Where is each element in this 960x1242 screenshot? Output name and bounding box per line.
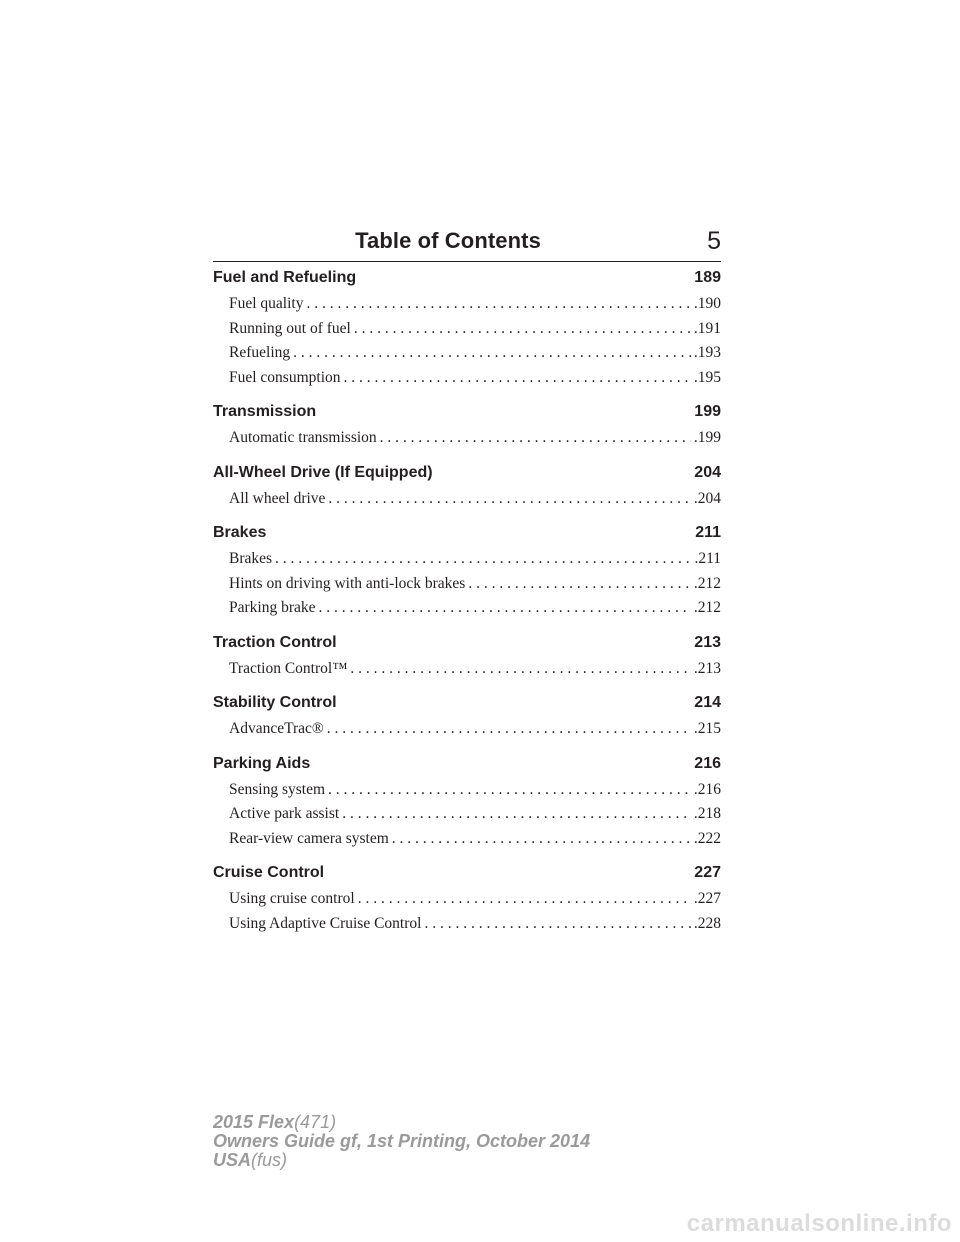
toc-entry[interactable]: [213, 366, 721, 391]
dot-leader: [342, 802, 691, 827]
entry-label: Traction Control™: [229, 659, 348, 677]
section-heading[interactable]: [213, 463, 721, 487]
dot-leader: [328, 778, 691, 803]
entry-page: .218: [693, 805, 721, 822]
dot-leader: [306, 292, 690, 317]
toc-section-all-wheel-drive: [213, 463, 721, 512]
dot-leader: [344, 366, 691, 391]
toc-entry[interactable]: [213, 717, 721, 742]
page-header: [213, 227, 721, 262]
section-page: 214: [694, 694, 721, 711]
dot-leader: [319, 596, 691, 621]
table-of-contents: [213, 268, 721, 936]
toc-entry[interactable]: [213, 292, 721, 317]
section-page: 227: [694, 864, 721, 881]
entry-page: .212: [693, 599, 721, 616]
entry-page: .228: [693, 914, 721, 932]
toc-section-brakes: [213, 523, 721, 621]
entry-page: .211: [694, 550, 721, 567]
watermark: carmanualsonline.info: [686, 1210, 952, 1237]
toc-entry[interactable]: [213, 572, 721, 597]
entry-page: .213: [693, 659, 721, 677]
footer-model-code: (471): [294, 1112, 337, 1132]
section-page: 211: [695, 524, 721, 541]
entry-page: .193: [693, 344, 721, 361]
section-heading[interactable]: [213, 402, 721, 426]
section-title: Transmission: [213, 403, 317, 420]
toc-entry[interactable]: [213, 547, 721, 572]
entry-page: .190: [693, 295, 721, 312]
section-title: Cruise Control: [213, 864, 325, 881]
entry-page: .195: [693, 368, 721, 386]
dot-leader: [468, 572, 691, 597]
toc-entry[interactable]: [213, 778, 721, 803]
footer-printing: Owners Guide gf, 1st Printing, October 2014: [213, 1131, 591, 1151]
dot-leader: [328, 487, 690, 512]
section-page: 199: [694, 403, 721, 420]
toc-entry[interactable]: [213, 487, 721, 512]
section-page: 189: [694, 269, 721, 286]
toc-entry[interactable]: [213, 341, 721, 366]
footer-line-2: [213, 1132, 590, 1151]
section-title: Parking Aids: [213, 754, 311, 772]
toc-entry[interactable]: [213, 317, 721, 342]
section-page: 204: [694, 463, 721, 481]
entry-page: .204: [693, 489, 721, 507]
entry-page: .191: [693, 319, 721, 337]
entry-label: Running out of fuel: [229, 319, 351, 337]
dot-leader: [424, 912, 690, 937]
footer-line-3: [213, 1151, 590, 1170]
entry-page: .215: [693, 720, 721, 737]
section-title: Stability Control: [213, 694, 337, 711]
toc-section-cruise-control: [213, 863, 721, 936]
dot-leader: [392, 827, 691, 852]
section-heading[interactable]: [213, 863, 721, 887]
section-heading[interactable]: [213, 268, 721, 292]
section-heading[interactable]: [213, 693, 721, 717]
toc-section-fuel-and-refueling: [213, 268, 721, 390]
toc-section-parking-aids: [213, 754, 721, 852]
section-heading[interactable]: [213, 633, 721, 657]
entry-label: Rear-view camera system: [229, 829, 389, 847]
section-title: All-Wheel Drive (If Equipped): [213, 463, 433, 481]
entry-page: .199: [693, 429, 721, 446]
toc-entry[interactable]: [213, 912, 721, 937]
entry-label: Using Adaptive Cruise Control: [229, 914, 422, 932]
section-heading[interactable]: [213, 754, 721, 778]
section-page: 213: [694, 633, 721, 651]
toc-section-traction-control: [213, 633, 721, 682]
page-number: 5: [707, 227, 721, 255]
entry-label: AdvanceTrac®: [229, 720, 324, 737]
section-title: Brakes: [213, 524, 267, 541]
dot-leader: [327, 717, 691, 742]
section-heading[interactable]: [213, 523, 721, 547]
dot-leader: [293, 341, 691, 366]
entry-label: Parking brake: [229, 599, 316, 616]
entry-page: .212: [693, 574, 721, 592]
print-footer: [213, 1113, 590, 1170]
entry-page: .227: [693, 890, 721, 907]
page-title: Table of Contents: [355, 228, 541, 253]
toc-section-stability-control: [213, 693, 721, 742]
entry-label: Fuel quality: [229, 295, 304, 312]
entry-label: Refueling: [229, 344, 291, 361]
toc-entry[interactable]: [213, 827, 721, 852]
toc-entry[interactable]: [213, 887, 721, 912]
toc-entry[interactable]: [213, 802, 721, 827]
toc-section-transmission: [213, 402, 721, 451]
footer-market-code: (fus): [251, 1150, 288, 1170]
dot-leader: [350, 657, 690, 682]
section-title: Traction Control: [213, 633, 337, 651]
section-title: Fuel and Refueling: [213, 269, 357, 286]
entry-page: .222: [693, 829, 721, 847]
dot-leader: [358, 887, 691, 912]
footer-line-1: [213, 1113, 590, 1132]
entry-page: .216: [693, 780, 721, 798]
entry-label: Hints on driving with anti-lock brakes: [229, 574, 466, 592]
dot-leader: [354, 317, 691, 342]
toc-entry[interactable]: [213, 657, 721, 682]
section-page: 216: [694, 754, 721, 772]
entry-label: Using cruise control: [229, 890, 355, 907]
dot-leader: [380, 426, 691, 451]
entry-label: All wheel drive: [229, 489, 326, 507]
footer-market: USA: [213, 1150, 252, 1170]
entry-label: Brakes: [229, 550, 273, 567]
footer-model: 2015 Flex: [213, 1112, 295, 1132]
toc-entry[interactable]: [213, 596, 721, 621]
entry-label: Sensing system: [229, 780, 326, 798]
toc-entry[interactable]: [213, 426, 721, 451]
dot-leader: [275, 547, 691, 572]
entry-label: Fuel consumption: [229, 368, 341, 386]
entry-label: Automatic transmission: [229, 429, 377, 446]
entry-label: Active park assist: [229, 805, 340, 822]
